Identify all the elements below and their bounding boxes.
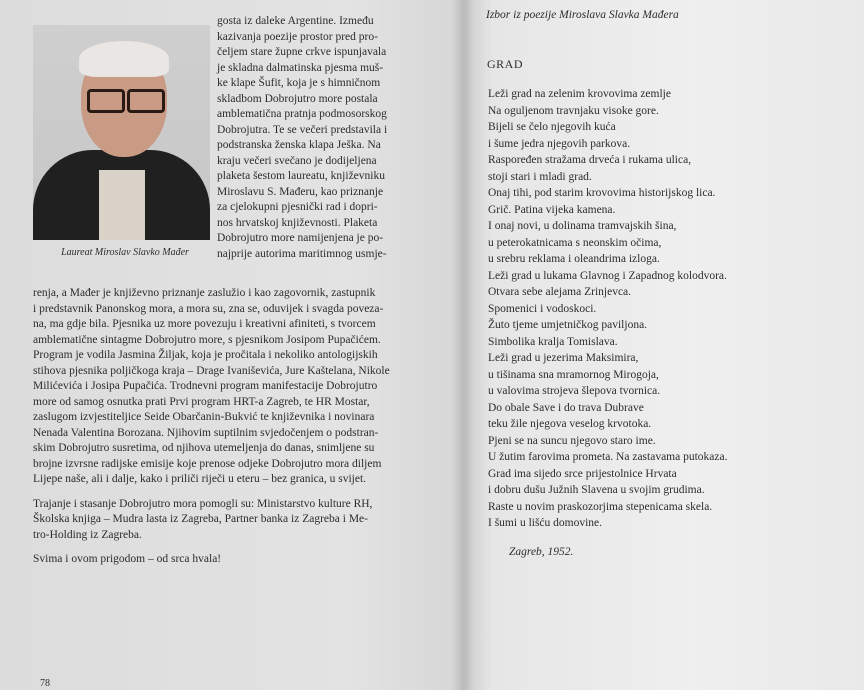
poem-line: Bijeli se čelo njegovih kuća — [488, 121, 616, 133]
portrait-shirt — [99, 170, 145, 240]
text-line: najprije autorima maritimnog usmje- — [217, 247, 387, 260]
poem-line: Onaj tihi, pod starim krovovima historijskog lica. — [488, 187, 716, 199]
text-line: Dobrojutra. Te se večeri predstavila i — [217, 123, 388, 136]
text-line: tro-Holding iz Zagreba. — [33, 528, 142, 541]
text-line: more od samog osnutka prati Prvi program HRT-a Zagreb, te HR Mostar, — [33, 395, 370, 408]
text-line: Milićevića i Josipa Pupačića. Trodnevni program manifestacije Dobrojutro — [33, 380, 378, 392]
text-line: renja, a Mađer je književno priznanje zaslužio i kao zagovornik, zastupnik — [33, 287, 376, 299]
text-line: skim Dobrojutro susretima, od njihova utemeljenja do danas, snimljene su — [33, 442, 375, 454]
poem-line: U žutim farovima prometa. Na zastavama putokaza. — [488, 451, 728, 463]
poem-line: Leži grad u jezerima Maksimira, — [488, 352, 639, 364]
text-line: Lijepe naše, ali i dalje, kako i priliči riječi u eteru – bez granica, u svijet. — [33, 473, 367, 485]
text-line: Trajanje i stasanje Dobrojutro mora pomogli su: Ministarstvo kulture RH, — [33, 497, 373, 510]
text-line: skladbom Dobrojutro more postala — [217, 92, 378, 105]
poem-body — [488, 86, 727, 532]
poem-line: u tišinama sna mramornog Mirogoja, — [488, 368, 659, 381]
poem-line: Žuto tjeme umjetničkog paviljona. — [488, 319, 648, 331]
poem-line: Simbolika kralja Tomislava. — [488, 335, 618, 348]
closing-line: Svima i ovom prigodom – od srca hvala! — [33, 553, 222, 565]
wrapped-paragraph — [217, 14, 387, 262]
author-portrait — [33, 25, 210, 240]
poem-line: i dobru dušu Južnih Slavena u svojim grudima. — [488, 484, 705, 496]
poem-line: Pjeni se na suncu njegovo staro ime. — [488, 434, 656, 447]
text-line: Miroslavu S. Mađeru, kao priznanje — [217, 185, 384, 198]
text-line: za cjelokupni pjesnički rad i dopri- — [217, 201, 378, 213]
poem-line: i šume jedra njegovih parkova. — [488, 137, 631, 150]
poem-line: Leži grad na zelenim krovovima zemlje — [488, 88, 671, 100]
poem-line: Spomenici i vodoskoci. — [488, 302, 597, 315]
poem-line: Raspoređen stražama drveća i rukama ulica, — [488, 154, 692, 166]
text-line: Program je vodila Jasmina Žiljak, koja je pročitala i nekoliko antologijskih — [33, 349, 378, 361]
poem-line: Otvara sebe alejama Zrinjevca. — [488, 286, 632, 298]
poem-place-date: Zagreb, 1952. — [509, 546, 574, 558]
poem-line: Do obale Save i do trava Dubrave — [488, 401, 644, 414]
poem-line: u peterokatnicama s neonskim očima, — [488, 236, 662, 249]
poem-line: u srebru reklama i oleandrima izloga. — [488, 253, 660, 265]
text-line: kazivanja poezije prostor pred pro- — [217, 30, 378, 43]
text-line: amblematična pratnja podmosorskog — [217, 108, 387, 120]
text-line: nos hrvatskoj književnosti. Plaketa — [217, 216, 378, 229]
book-gutter — [452, 0, 474, 690]
text-line: brojne izvrsne radijske emisije koje prenose odjeke Dobrojutro mora diljem — [33, 457, 382, 470]
text-line: plaketa šestom laureatu, književniku — [217, 170, 385, 182]
text-line: zaslugom izvjestiteljice Seide Obarčanin-Bukvić te književnika i novinara — [33, 411, 375, 423]
poem-line: u valovima strojeva šlepova tvornica. — [488, 385, 661, 397]
poem-line: I onaj novi, u dolinama tramvajskih šina, — [488, 220, 677, 232]
text-line: kraju večeri svečano je dodijeljena — [217, 154, 377, 167]
body-paragraph — [33, 286, 390, 568]
poem-line: Grič. Patina vijeka kamena. — [488, 203, 616, 216]
text-line: podstranska ženska klapa Ješka. Na — [217, 139, 381, 151]
text-line: ke klape Šufit, koja je s himničnom — [217, 77, 381, 89]
poem-line: Raste u novim praskozorjima stepenicama skela. — [488, 500, 713, 513]
text-line: amblematične sintagme Dobrojutro more, s pjesnikom Josipom Pupačićem. — [33, 333, 381, 346]
poem-line: I šumi u lišću domovine. — [488, 517, 603, 529]
text-line: čeljem stare župne crkve ispunjavala — [217, 46, 387, 58]
poem-line: Leži grad u lukama Glavnog i Zapadnog kolodvora. — [488, 269, 727, 282]
text-line: na, ma gdje bila. Pjesnika uz more povezuju i kreativni afiniteti, s tvorcem — [33, 318, 376, 330]
poem-line: Na oguljenom travnjaku visoke gore. — [488, 104, 659, 117]
text-line: i predstavnik Panonskog mora, a mora su, zna se, oduvijek i svagda poveza- — [33, 302, 384, 315]
running-header: Izbor iz poezije Miroslava Slavka Mađera — [486, 9, 679, 21]
text-line: je skladna dalmatinska pjesma muš- — [217, 61, 384, 74]
text-line: Dobrojutro more namijenjena je po- — [217, 232, 384, 244]
portrait-glasses — [83, 89, 165, 111]
poem-line: teku žile njegova veselog krvotoka. — [488, 418, 652, 430]
text-line: Nenada Valentina Borozana. Njihovim suptilnim svjedočenjem o podstran- — [33, 426, 379, 439]
text-line: Školska knjiga – Mudra lasta iz Zagreba, Partner banka iz Zagreba i Me- — [33, 513, 368, 525]
poem-line: stoji stari i mladi grad. — [488, 170, 592, 183]
text-line: gosta iz daleke Argentine. Između — [217, 15, 374, 27]
poem-title: GRAD — [487, 57, 524, 71]
page-number: 78 — [40, 678, 50, 689]
portrait-caption: Laureat Miroslav Slavko Mađer — [61, 247, 189, 258]
portrait-hair — [79, 41, 169, 77]
poem-line: Grad ima sijedo srce prijestolnice Hrvata — [488, 467, 677, 480]
text-line: stihova pjesnika poljičkoga kraja – Drage Ivaniševića, Jure Kaštelana, Nikole — [33, 364, 390, 377]
